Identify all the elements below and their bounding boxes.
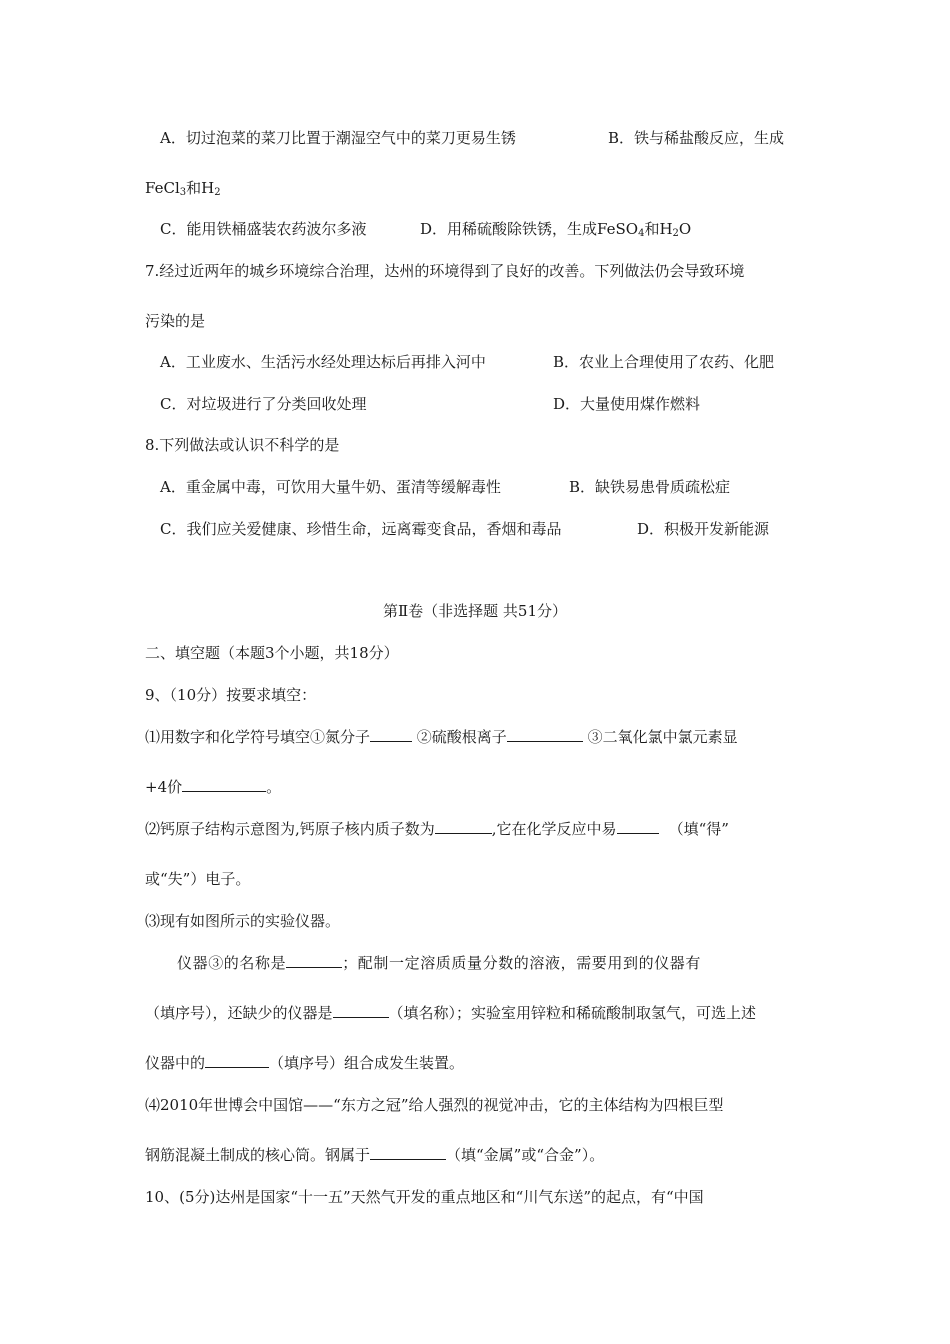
q9-part1-text: 。 — [266, 778, 282, 796]
q8-option-d: D．积极开发新能源 — [637, 520, 770, 538]
q9-part3-text: 仪器③的名称是 — [177, 954, 287, 972]
q9-part1-text: +4价 — [145, 778, 183, 796]
q9-part2-line1 — [145, 819, 729, 839]
q8-stem: 8.下列做法或认识不科学的是 — [145, 436, 340, 454]
q9-part3-text: （填序号）组合成发生装置。 — [269, 1054, 465, 1072]
q6-option-b — [608, 128, 784, 148]
q9-part2-text: ,它在化学反应中易 — [491, 820, 617, 838]
answer-blank — [435, 819, 492, 834]
q6-option-d-text: D．用稀硫酸除铁锈，生成FeSO — [420, 220, 639, 238]
q8-option-b: B．缺铁易患骨质疏松症 — [569, 478, 731, 496]
formula-h: 和H — [186, 179, 215, 197]
q9-part3-line2 — [145, 1003, 756, 1023]
q6-option-d-text: O — [678, 220, 692, 238]
q9-part1-line2 — [145, 777, 281, 797]
q9-part2-line2: 或“失”）电子。 — [145, 870, 251, 888]
answer-blank — [286, 953, 342, 968]
subscript: 2 — [214, 187, 221, 198]
q6-option-c-text: C．能用铁桶盛装农药波尔多液 — [160, 220, 367, 238]
q7-option-d: D．大量使用煤作燃料 — [553, 395, 701, 413]
subscript: 3 — [179, 187, 187, 198]
q6-option-d — [420, 219, 691, 244]
q6-option-c — [160, 219, 366, 239]
answer-blank — [617, 819, 659, 834]
q9-part4-line2 — [145, 1145, 604, 1165]
q9-part3-text: ；配制一定溶质质量分数的溶液，需要用到的仪器有 — [342, 954, 702, 972]
q9-part3-text: （填名称）；实验室用锌粒和稀硫酸制取氢气，可选上述 — [388, 1004, 757, 1022]
q9-part1-text: ⑴用数字和化学符号填空①氮分子 — [145, 728, 371, 746]
q7-stem-line1: 7.经过近两年的城乡环境综合治理，达州的环境得到了良好的改善。下列做法仍会导致环境 — [145, 262, 745, 280]
q9-part3-stem: ⑶现有如图所示的实验仪器。 — [145, 912, 341, 930]
answer-blank — [182, 777, 266, 792]
answer-blank — [507, 727, 583, 742]
q8-option-c: C．我们应关爱健康、珍惜生命，远离霉变食品，香烟和毒品 — [160, 520, 562, 538]
q8-option-a: A．重金属中毒，可饮用大量牛奶、蛋清等缓解毒性 — [160, 478, 501, 496]
formula-fecl: FeCl — [145, 179, 180, 197]
q9-part2-text: （填“得” — [668, 820, 729, 838]
q9-part4-text: （填“金属”或“合金”）。 — [446, 1146, 605, 1164]
q9-part1-line1 — [145, 727, 738, 747]
q7-option-a: A．工业废水、生活污水经处理达标后再排入河中 — [160, 353, 486, 371]
q6-option-a — [160, 128, 516, 148]
answer-blank — [205, 1053, 269, 1068]
q6-option-b-continued — [145, 178, 221, 203]
q7-stem-line2: 污染的是 — [145, 312, 206, 330]
q9-part3-text: 仪器中的 — [145, 1054, 206, 1072]
q6-option-b-text: B．铁与稀盐酸反应，生成 — [608, 129, 785, 147]
q9-part1-text: ②硫酸根离子 — [416, 728, 507, 746]
q9-part4-line1: ⑷2010年世博会中国馆——“东方之冠”给人强烈的视觉冲击，它的主体结构为四根巨型 — [145, 1096, 724, 1114]
q9-part1-text: ③二氧化氯中氯元素显 — [587, 728, 738, 746]
q9-part2-text: ⑵钙原子结构示意图为,钙原子核内质子数为 — [145, 820, 435, 838]
answer-blank — [333, 1003, 389, 1018]
q9-part4-text: 钢筋混凝土制成的核心筒。钢属于 — [145, 1146, 371, 1164]
q6-option-a-text: A．切过泡菜的菜刀比置于潮湿空气中的菜刀更易生锈 — [160, 129, 516, 147]
q7-option-b: B．农业上合理使用了农药、化肥 — [553, 353, 775, 371]
q9-stem: 9、（10分）按要求填空： — [145, 686, 317, 704]
q10-stem: 10、(5分)达州是国家“十一五”天然气开发的重点地区和“川气东送”的起点，有“中国 — [145, 1188, 704, 1206]
q6-option-d-text: 和H — [644, 220, 673, 238]
subscript: 2 — [672, 228, 679, 239]
q7-option-c: C．对垃圾进行了分类回收处理 — [160, 395, 367, 413]
answer-blank — [370, 727, 412, 742]
answer-blank — [370, 1145, 446, 1160]
q9-part3-line1 — [177, 953, 701, 973]
q9-part3-text: （填序号），还缺少的仪器是 — [145, 1004, 333, 1022]
subscript: 4 — [638, 228, 645, 239]
section-title: 二、填空题（本题3个小题，共18分） — [145, 644, 399, 662]
part2-title: 第Ⅱ卷（非选择题 共51分） — [382, 602, 568, 620]
q9-part3-line3 — [145, 1053, 464, 1073]
